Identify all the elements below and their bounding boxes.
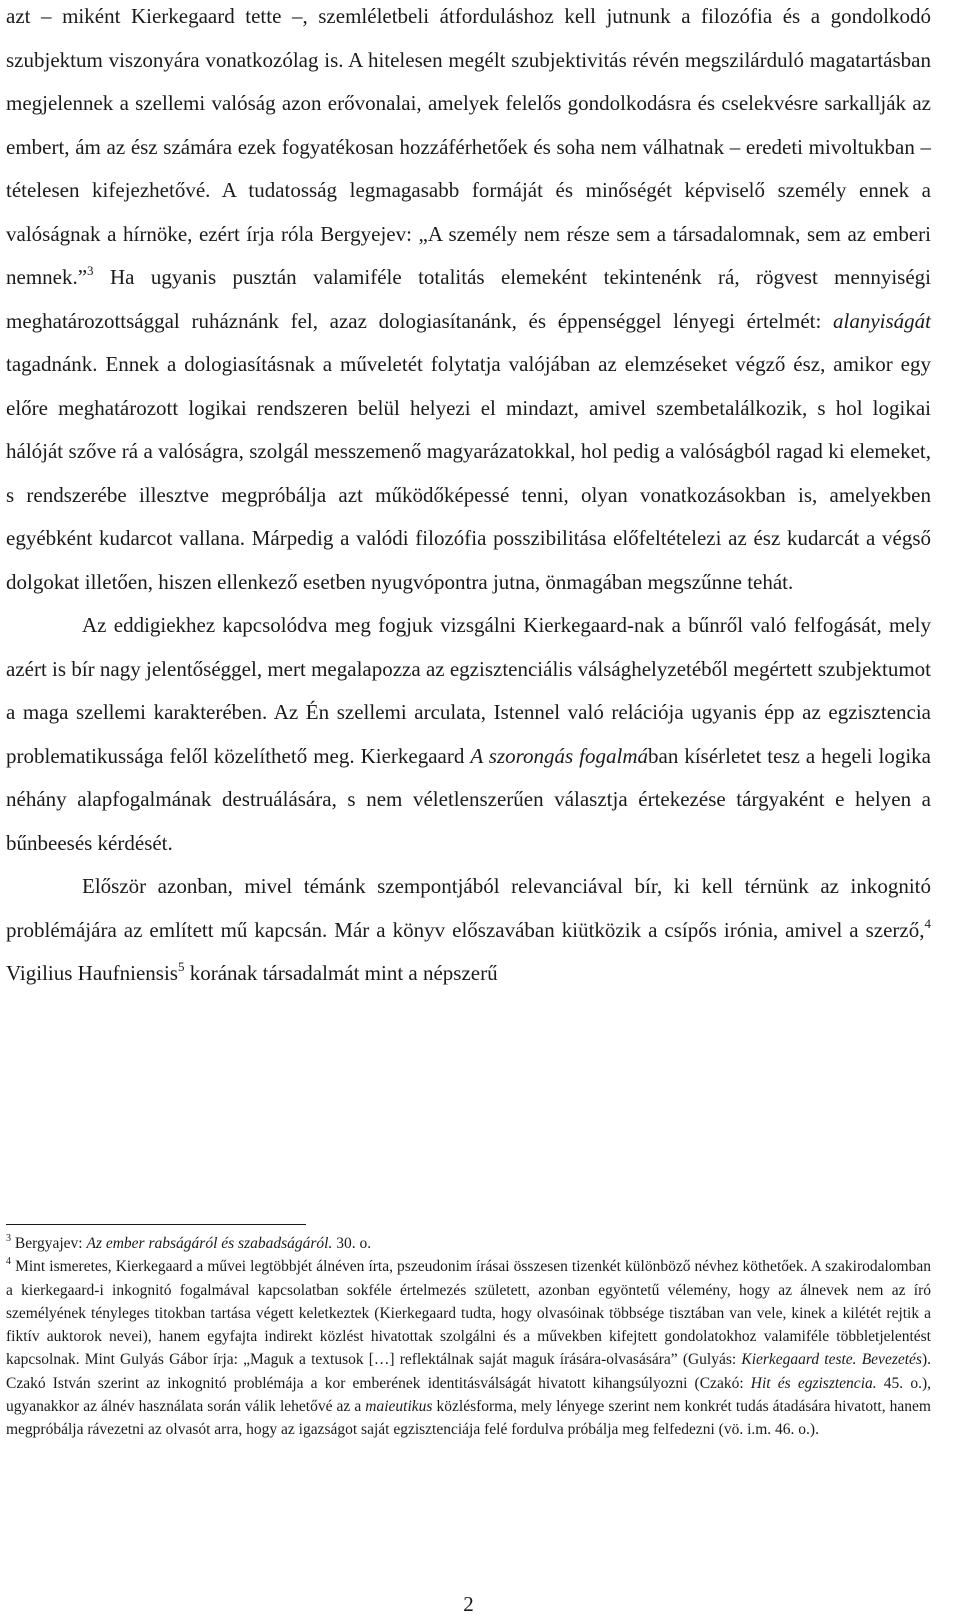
text-run: Bergyajev: bbox=[11, 1235, 87, 1252]
emphasis: A szorongás fogalmá bbox=[470, 743, 649, 768]
paragraph bbox=[6, 0, 931, 604]
emphasis: Hit és egzisztencia. bbox=[750, 1374, 877, 1392]
text-run: ban kísérletet tesz a hegeli logika néhány alapfogalmának destruálására, s nem véletlenszerűen választja értekezése tárgyaként e helyen a bűnbeesés kérdését. bbox=[6, 743, 931, 855]
emphasis: alanyiságát bbox=[833, 308, 931, 333]
text-run: tagadnánk. Ennek a dologiasításnak a műveletét folytatja valójában az elemzéseket végző ész, amikor egy előre meghatározott logikai rendszeren belül helyezi el mindazt, amivel szembetalálkozik, s hol logikai hálóját szőve rá a valóságra, szolgál messzemenő magyarázatokkal, hol pedig a valóságból ragad ki elemeket, s rendszerébe illesztve megpróbálja azt működőképessé tenni, olyan vonatkozásokban is, amelyekben egyébként kudarcot vallana. Márpedig a valódi filozófia posszibilitása előfeltételezi az ész kudarcát a végső dolgokat illetően, hiszen ellenkező esetben nyugvópontra jutna, önmagában megszűnne tehát. bbox=[6, 352, 931, 594]
emphasis: Az ember rabságáról és szabadságáról. bbox=[86, 1235, 333, 1252]
footnote-number: 3 bbox=[6, 1233, 11, 1244]
footnote-4 bbox=[6, 1255, 931, 1441]
footnote-ref-4[interactable]: 4 bbox=[924, 915, 931, 931]
text-run: Először azonban, mivel témánk szempontjából relevanciával bír, ki kell térnünk az inkognitó problémájára az említett mű kapcsán. Már a könyv előszavában kiütközik a csípős irónia, amivel a szerző, bbox=[6, 874, 931, 942]
text-run: Ha ugyanis pusztán valamiféle totalitás elemeként tekintenénk rá, rögvest mennyiségi meghatározottsággal ruháznánk fel, azaz dologiasítanánk, és éppenséggel lényegi értelmét: bbox=[6, 265, 931, 333]
footnote-ref-5[interactable]: 5 bbox=[177, 959, 185, 974]
text-run: ). Czakó István szerint az inkognitó problémája a kor emberének identitásválságát hivatott kihangsúlyozni (Czakó: bbox=[6, 1351, 931, 1392]
text-run: Vigilius Haufniensis bbox=[6, 961, 178, 985]
emphasis: maieutikus bbox=[365, 1398, 433, 1416]
paragraph bbox=[6, 865, 931, 996]
document-page bbox=[6, 0, 931, 1616]
footnote-3 bbox=[6, 1232, 931, 1255]
footnote-separator bbox=[6, 1224, 306, 1225]
text-run: Az eddigiekhez kapcsolódva meg fogjuk vizsgálni Kierkegaard-nak a bűnről való felfogását, mely azért is bír nagy jelentőséggel, mert megalapozza az egzisztenciális válsághelyzetéből megértett szubjektumot a maga szellemi karakterében. Az Én szellemi arculata, Istennel való relációja ugyanis épp az egzisztencia problematikussága felől közelíthető meg. Kierkegaard bbox=[6, 613, 931, 768]
page-number: 2 bbox=[463, 1592, 474, 1616]
text-run: korának társadalmát mint a népszerű bbox=[184, 961, 498, 985]
body-text bbox=[6, 0, 931, 996]
text-run: 45. o.), ugyanakkor az álnév használata során válik lehetővé az a bbox=[6, 1374, 931, 1416]
paragraph bbox=[6, 604, 931, 865]
footnote-number: 4 bbox=[6, 1256, 11, 1268]
footnotes bbox=[6, 1232, 931, 1442]
footnote-ref-3[interactable]: 3 bbox=[87, 263, 94, 278]
text-run: 30. o. bbox=[332, 1235, 372, 1252]
text-run: Mint ismeretes, Kierkegaard a művei legtöbbjét álnéven írta, pszeudonim írásai összesen tizenkét különböző névhez köthetőek. A szakirodalomban a kierkegaard-i inkognitó fogalmával kapcsolatban sokféle értelmezés született, azonban egyöntetű vélemény, hogy az álnevek nem az író személyének tényleges titokban tartása végett keletkeztek (Kierkegaard tudta, hogy olvasóinak többsége tisztában van vele, kinek a kilétét rejtik a fiktív auktorok nevei), hanem egyfajta indirekt közlést hivatottak szolgálni és a művekben kifejtett gondolatokhoz valamiféle többletjelentést kapcsolnak. Mint Gulyás Gábor írja: „Maguk a textusok […] reflektálnak saját maguk írására-olvasására” (Gulyás: bbox=[6, 1258, 931, 1369]
emphasis: Kierkegaard teste. Bevezetés bbox=[741, 1351, 922, 1369]
text-run: közlésforma, mely lényege szerint nem konkrét tudás átadására hivatott, hanem megpróbálja rávezetni az olvasót arra, hogy az igazságot saját egzisztenciája felé fordulva próbálja meg felfedezni (vö. i.m. 46. o.). bbox=[6, 1398, 931, 1439]
text-run: azt – miként Kierkegaard tette –, szemléletbeli átforduláshoz kell jutnunk a filozófia és a gondolkodó szubjektum viszonyára vonatkozólag is. A hitelesen megélt szubjektivitás révén megszilárduló magatartásban megjelennek a szellemi valóság azon erővonalai, amelyek felelős gondolkodásra és cselekvésre sarkallják az embert, ám az ész számára ezek fogyatékosan hozzáférhetőek és soha nem válhatnak – eredeti mivoltukban – tételesen kifejezhetővé. A tudatosság legmagasabb formáját és minőségét képviselő személy ennek a valóságnak a hírnöke, ezért írja róla Bergyejev: „A személy nem része sem a társadalomnak, sem az emberi nemnek.” bbox=[6, 4, 931, 289]
